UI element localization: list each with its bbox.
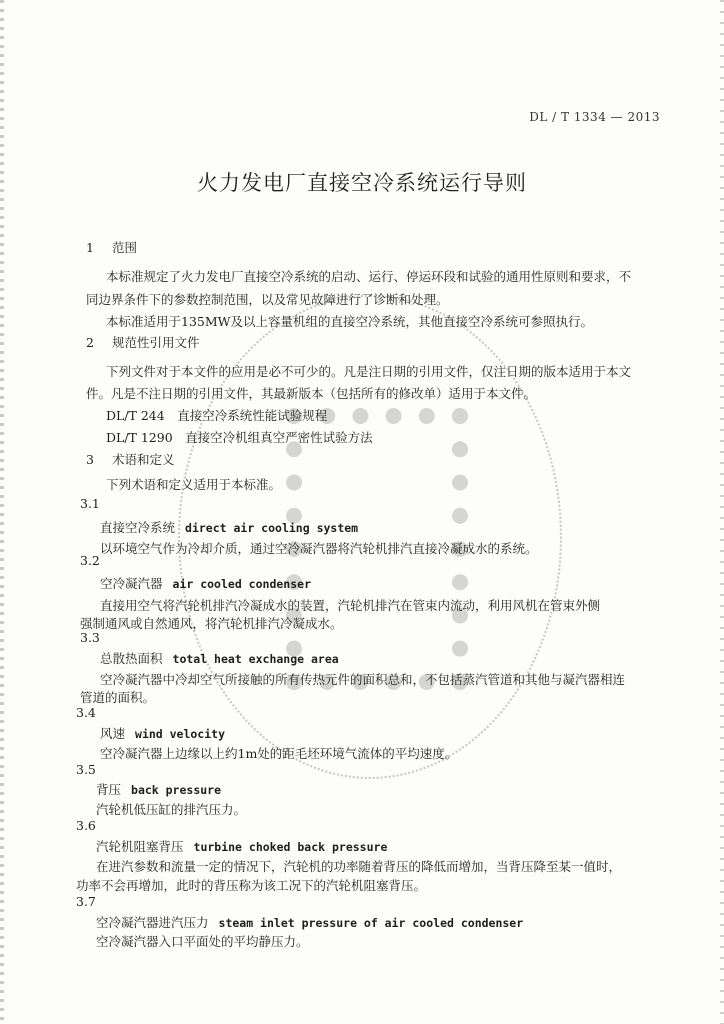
term-number: 3.5 [76,762,96,777]
term-number: 3.4 [76,705,96,720]
section-number: 2 [86,335,94,350]
term-heading [100,574,311,592]
term-definition: 以环境空气作为冷却介质，通过空冷凝汽器将汽轮机排汽直接冷凝成水的系统。 [100,541,538,556]
section-3-heading [86,450,174,468]
term-number: 3.3 [80,630,100,645]
term-definition: 空冷凝汽器中冷却空气所接触的所有传热元件的面积总和，不包括蒸汽管道和其他与凝汽器相连 [100,672,626,687]
reference-item: DL/T 244 直接空冷系统性能试验规程 [106,408,328,423]
term-en: back pressure [131,783,222,797]
term-heading [100,724,225,742]
term-definition: 功率不会再增加，此时的背压称为该工况下的汽轮机阻塞背压。 [76,878,427,893]
term-definition: 直接用空气将汽轮机排汽冷凝成水的装置，汽轮机排汽在管束内流动，利用风机在管束外侧 [100,598,601,613]
term-cn: 汽轮机阻塞背压 [96,839,184,854]
term-en: total heat exchange area [172,652,339,666]
document-title: 火力发电厂直接空冷系统运行导则 [197,171,527,195]
term-heading [96,837,387,855]
term-cn: 风速 [100,726,126,741]
term-definition: 汽轮机低压缸的排汽压力。 [96,802,247,817]
document-code: DL / T 1334 — 2013 [529,110,660,124]
term-number: 3.2 [80,553,100,568]
reference-item: DL/T 1290 直接空冷机组真空严密性试验方法 [106,430,373,445]
section-number: 3 [86,452,94,467]
section-2-heading [86,333,199,351]
term-en: air cooled condenser [172,577,311,591]
body-line: 下列术语和定义适用于本标准。 [106,477,282,492]
term-number: 3.7 [76,894,96,909]
body-line: 下列文件对于本文件的应用是必不可少的。凡是注日期的引用文件，仅注日期的版本适用于本文 [106,364,632,379]
term-en: steam inlet pressure of air cooled condenser [218,916,524,930]
term-en: turbine choked back pressure [193,840,388,854]
term-en: wind velocity [135,727,226,741]
term-definition: 管道的面积。 [80,690,156,705]
scan-edge-right [720,0,724,1024]
term-definition: 强制通风或自然通风，将汽轮机排汽冷凝成水。 [80,616,343,631]
term-definition: 空冷凝汽器入口平面处的平均静压力。 [96,934,309,949]
term-cn: 空冷凝汽器 [100,576,163,591]
section-title: 范围 [111,240,137,255]
body-line: 本标准规定了火力发电厂直接空冷系统的启动、运行、停运环段和试验的通用性原则和要求，不 [106,269,632,284]
term-definition: 在进汽参数和流量一定的情况下，汽轮机的功率随着背压的降低而增加，当背压降至某一值时， [96,859,622,874]
term-cn: 空冷凝汽器进汽压力 [96,915,209,930]
body-line: 件。凡是不注日期的引用文件，其最新版本（包括所有的修改单）适用于本文件。 [86,386,537,401]
term-cn: 总散热面积 [100,651,163,666]
term-number: 3.6 [76,818,96,833]
term-heading [100,518,358,536]
term-heading [100,649,339,667]
term-number: 3.1 [80,496,100,511]
body-line: 本标准适用于135MW及以上容量机组的直接空冷系统，其他直接空冷系统可参照执行。 [106,314,594,329]
scan-edge-left [0,0,4,1024]
term-cn: 背压 [96,782,122,797]
section-title: 术语和定义 [111,452,175,467]
term-en: direct air cooling system [185,521,359,535]
section-number: 1 [86,240,94,255]
term-definition: 空冷凝汽器上边缘以上约1m处的距毛坯环境气流体的平均速度。 [100,746,458,761]
body-line: 同边界条件下的参数控制范围，以及常见故障进行了诊断和处理。 [86,292,449,307]
section-title: 规范性引用文件 [111,335,200,350]
term-cn: 直接空冷系统 [100,520,176,535]
section-1-heading [86,238,137,256]
term-heading [96,780,221,798]
term-heading [96,913,523,931]
